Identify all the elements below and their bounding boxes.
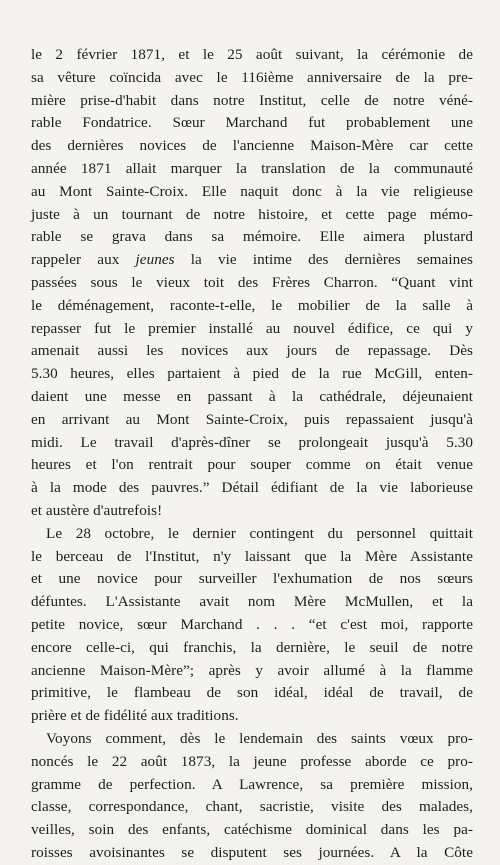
text-line: daient une messe en passant à la cathédrale, déjeunaient (31, 387, 473, 405)
text-line: primitive, le flambeau de son idéal, idéal de travail, de (31, 684, 473, 702)
text-line: passées sous le vieux toit des Frères Charron. “Quant vint (31, 273, 473, 291)
text-line: le déménagement, raconte-t-elle, le mobilier de la salle à (31, 296, 473, 314)
text-line: encore celle-ci, qui franchis, la dernière, le seuil de notre (31, 638, 473, 656)
text-line (31, 249, 473, 272)
text-line: prière et de fidélité aux traditions. (31, 707, 239, 725)
text-line: classe, correspondance, chant, sacristie, visite des malades, (31, 798, 473, 816)
text-line: le 2 février 1871, et le 25 août suivant, la cérémonie de (31, 46, 473, 63)
text-segment: rappeler aux (31, 251, 136, 269)
body-text (31, 44, 473, 865)
text-line: et austère d'autrefois! (31, 501, 163, 519)
text-line: heures et l'on rentrait pour souper comme on était venue (31, 456, 473, 474)
text-line: mière prise-d'habit dans notre Institut, celle de notre véné- (31, 91, 473, 109)
text-line: sa vêture coïncida avec le 116ième anniversaire de la pre- (31, 68, 473, 86)
text-line: midi. Le travail d'après-dîner se prolongeait jusqu'à 5.30 (31, 433, 473, 451)
text-line: repasser fut le premier installé au nouvel édifice, ce qui y (31, 319, 473, 337)
text-line: défuntes. L'Assistante avait nom Mère McMullen, et la (31, 593, 473, 611)
text-line: ancienne Maison-Mère”; après y avoir allumé à la flamme (31, 661, 473, 679)
text-line: des dernières novices de l'ancienne Maison-Mère car cette (31, 137, 473, 155)
text-line: 5.30 heures, elles partaient à pied de la rue McGill, enten- (31, 365, 473, 383)
italic-word: jeunes (135, 251, 175, 269)
text-line: rable Fondatrice. Sœur Marchand fut probablement une (31, 114, 473, 132)
text-line: gramme de perfection. A Lawrence, sa première mission, (31, 775, 473, 793)
text-line: le berceau de l'Institut, n'y laissant que la Mère Assistante (31, 547, 473, 565)
text-line: et une novice pour surveiller l'exhumation de nos sœurs (31, 570, 473, 588)
text-line: année 1871 allait marquer la translation de la communauté (31, 159, 473, 177)
text-line: en arrivant au Mont Sainte-Croix, puis repassaient jusqu'à (31, 410, 473, 428)
text-line: rable se grava dans sa mémoire. Elle aimera plustard (31, 228, 473, 246)
text-line: noncés le 22 août 1873, la jeune professe aborde ce pro- (31, 752, 473, 770)
text-line: roisses avoisinantes se disputent ses journées. A la Côte (31, 843, 473, 861)
text-line: petite novice, sœur Marchand . . . “et c'est moi, rapporte (31, 615, 473, 633)
text-line: à la mode des pauvres.” Détail édifiant de la vie laborieuse (31, 479, 473, 497)
text-line: amenait aussi les novices aux jours de repassage. Dès (31, 342, 473, 360)
text-line: Le 28 octobre, le dernier contingent du personnel quittait (46, 524, 473, 542)
text-line: Voyons comment, dès le lendemain des saints vœux pro- (46, 729, 473, 747)
text-line: au Mont Sainte-Croix. Elle naquit donc à la vie religieuse (31, 182, 473, 200)
text-segment: la vie intime des dernières semaines (174, 251, 473, 269)
text-line: juste à un tournant de notre histoire, et cette page mémo- (31, 205, 473, 223)
text-line: veilles, soin des enfants, catéchisme dominical dans les pa- (31, 821, 473, 839)
